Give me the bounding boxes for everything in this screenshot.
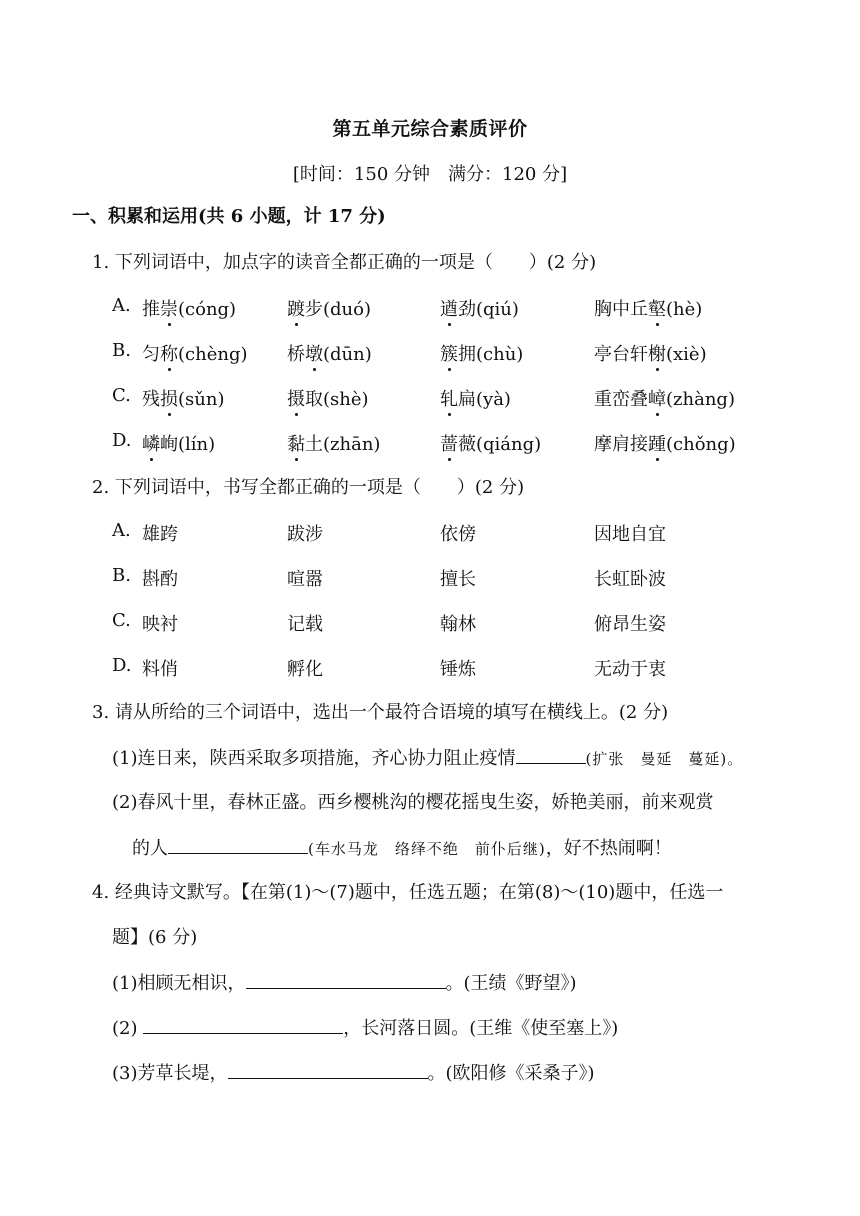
emphasis-dot-char: 踱	[287, 295, 305, 321]
option-word: 胸中丘壑(hè)	[594, 295, 702, 321]
option-word: 俯昂生姿	[594, 614, 666, 635]
poem-3-source: 。(欧阳修《采桑子》)	[427, 1063, 595, 1084]
option-word: 推崇(cóng)	[142, 295, 236, 321]
emphasis-dot-char: 嶙	[142, 430, 160, 456]
poem-1-source: 。(王绩《野望》)	[445, 973, 577, 994]
option-word: 亭台轩榭(xiè)	[594, 340, 707, 366]
emphasis-dot-char: 壑	[648, 295, 666, 321]
emphasis-dot-char: 蔷	[440, 430, 458, 456]
option-word: 喧嚣	[287, 569, 323, 590]
answer-blank[interactable]	[246, 970, 446, 989]
emphasis-dot-char: 崇	[160, 295, 178, 321]
option-label: C.	[112, 610, 131, 631]
sentence-2-text: 的人	[132, 838, 168, 859]
poem-item-1	[112, 970, 577, 997]
poem-item-2	[112, 1015, 618, 1042]
option-word: 孵化	[287, 659, 323, 680]
option-label: A.	[112, 520, 131, 541]
exam-info: [时间：150 分钟 满分：120 分]	[292, 164, 568, 185]
option-word: 踱步(duó)	[287, 295, 371, 321]
option-word: 斟酌	[142, 569, 178, 590]
option-word: 残损(sǔn)	[142, 385, 224, 411]
option-word: 跋涉	[287, 524, 323, 545]
option-word: 匀称(chèng)	[142, 340, 248, 366]
option-word: 嶙峋(lín)	[142, 430, 215, 456]
option-word: 轧扁(yà)	[440, 385, 511, 411]
sentence-2-options: (车水马龙 络绎不绝 前仆后继)	[308, 840, 546, 858]
section-heading: 一、积累和运用(共 6 小题，计 17 分)	[72, 206, 386, 227]
option-word: 长虹卧波	[594, 569, 666, 590]
poem-3-text: (3)芳草长堤，	[112, 1063, 228, 1084]
poem-2-text: ，长河落日圆。(王维《使至塞上》)	[343, 1018, 619, 1039]
question-4-stem-line-1: 4. 经典诗文默写。【在第(1)～(7)题中，任选五题；在第(8)～(10)题中，任选一	[92, 882, 724, 903]
option-label: B.	[112, 565, 131, 586]
answer-blank[interactable]	[228, 1060, 428, 1079]
option-word: 料俏	[142, 659, 178, 680]
question-3-sentence-2-line-1: (2)春风十里，春林正盛。西乡樱桃沟的樱花摇曳生姿，娇艳美丽，前来观赏	[112, 792, 714, 813]
option-word: 重峦叠嶂(zhàng)	[594, 385, 735, 411]
sentence-1-text: (1)连日来，陕西采取多项措施，齐心协力阻止疫情	[112, 748, 516, 769]
option-word: 锤炼	[440, 659, 476, 680]
emphasis-dot-char: 黏	[287, 430, 305, 456]
poem-2-number: (2)	[112, 1018, 144, 1039]
question-3-sentence-2-line-2	[132, 835, 672, 862]
option-word: 簇拥(chù)	[440, 340, 523, 366]
question-1-stem: 1. 下列词语中，加点字的读音全都正确的一项是（ ）(2 分)	[92, 252, 597, 273]
page-title: 第五单元综合素质评价	[332, 118, 528, 140]
option-label: D.	[112, 655, 132, 676]
poem-item-3	[112, 1060, 595, 1087]
question-2-stem: 2. 下列词语中，书写全都正确的一项是（ ）(2 分)	[92, 477, 525, 498]
question-3-stem: 3. 请从所给的三个词语中，选出一个最符合语境的填写在横线上。(2 分)	[92, 702, 669, 723]
emphasis-dot-char: 簇	[440, 340, 458, 366]
option-word: 映衬	[142, 614, 178, 635]
option-word: 依傍	[440, 524, 476, 545]
emphasis-dot-char: 遒	[440, 295, 458, 321]
poem-1-text: (1)相顾无相识，	[112, 973, 246, 994]
option-word: 擅长	[440, 569, 476, 590]
option-word: 翰林	[440, 614, 476, 635]
emphasis-dot-char: 墩	[305, 340, 323, 366]
sentence-2-ending: ，好不热闹啊！	[545, 838, 672, 859]
emphasis-dot-char: 损	[160, 385, 178, 411]
emphasis-dot-char: 摄	[287, 385, 305, 411]
emphasis-dot-char: 嶂	[648, 385, 666, 411]
option-label: C.	[112, 385, 131, 406]
emphasis-dot-char: 踵	[648, 430, 666, 456]
option-word: 蔷薇(qiáng)	[440, 430, 541, 456]
answer-blank[interactable]	[516, 745, 586, 764]
question-4-stem-line-2: 题】(6 分)	[112, 927, 198, 948]
sentence-1-options: (扩张 曼延 蔓延)。	[585, 750, 744, 768]
option-word: 因地自宜	[594, 524, 666, 545]
answer-blank[interactable]	[143, 1015, 343, 1034]
option-word: 摩肩接踵(chǒng)	[594, 430, 736, 456]
emphasis-dot-char: 榭	[648, 340, 666, 366]
option-label: A.	[112, 295, 131, 316]
emphasis-dot-char: 轧	[440, 385, 458, 411]
option-word: 桥墩(dūn)	[287, 340, 372, 366]
option-label: D.	[112, 430, 132, 451]
option-word: 记载	[287, 614, 323, 635]
emphasis-dot-char: 称	[160, 340, 178, 366]
option-label: B.	[112, 340, 131, 361]
answer-blank[interactable]	[168, 835, 308, 854]
question-3-sentence-1	[112, 745, 743, 772]
option-word: 雄跨	[142, 524, 178, 545]
option-word: 摄取(shè)	[287, 385, 369, 411]
option-word: 无动于衷	[594, 659, 666, 680]
option-word: 黏土(zhān)	[287, 430, 380, 456]
option-word: 遒劲(qiú)	[440, 295, 519, 321]
